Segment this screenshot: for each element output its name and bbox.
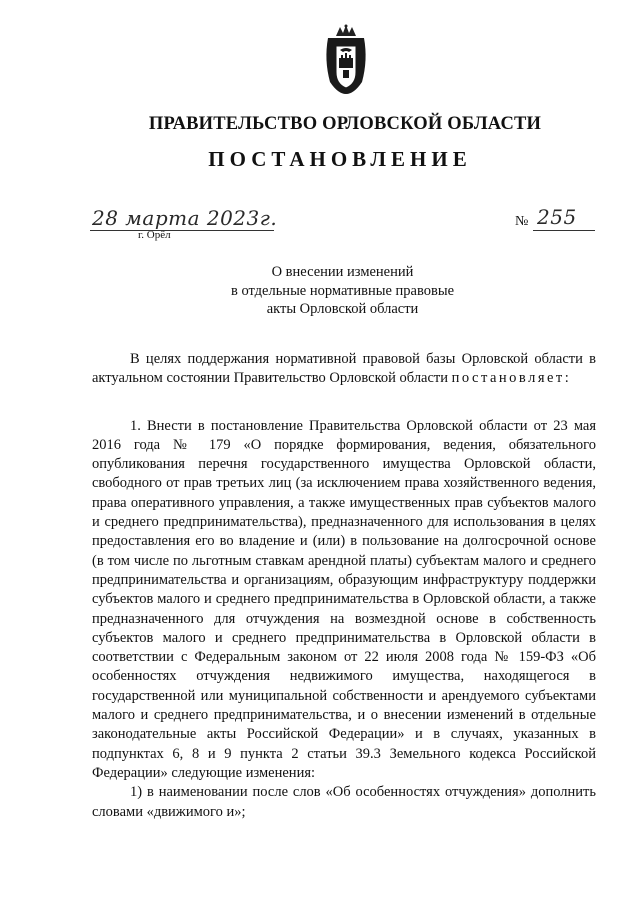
document-number: 255	[537, 205, 577, 229]
document-date: 28 марта 2023г.	[92, 206, 278, 230]
preamble-paragraph	[92, 350, 596, 389]
item-1-1-paragraph: 1) в наименовании после слов «Об особенностях отчуждения» дополнить словами «движимого и»;	[92, 784, 596, 820]
subject-line: в отдельные нормативные правовые	[230, 282, 455, 299]
document-type-title: ПОСТАНОВЛЕНИЕ	[208, 147, 472, 171]
preamble-text: В целях поддержания нормативной правовой базы Орловской области в актуальном состоянии Правительство Орловской области	[92, 351, 596, 387]
document-city: г. Орёл	[138, 229, 171, 241]
item-1-paragraph: 1. Внести в постановление Правительства Орловской области от 23 мая 2016 года № 179 «О порядке формирования, ведения, обязательного опубликования перечня государственного имущества Орловской области, свободного от прав третьих лиц (за исключением права хозяйственного ведения, права оперативного управления, а также имущественных прав субъектов малого и среднего предпринимательства), предназначенного для использования в целях предоставления его во владение и (или) в пользование на долгосрочной основе (в том числе по льготным ставкам арендной платы) субъектам малого и среднего предпринимательства и организациям, образующим инфраструктуру поддержки субъектов малого и среднего предпринимательства в Орловской области, а также предназначенного для отчуждения на возмездной основе в собственность субъектов малого и среднего предпринимательства в Орловской области в соответствии с Федеральным законом от 22 июля 2008 года № 159-ФЗ «Об особенностях отчуждения недвижимого имущества, находящегося в государственной или муниципальной собственности и арендуемого субъектами малого и среднего предпринимательства, и о внесении изменений в отдельные законодательные акты Российской Федерации» и в случаях, указанных в подпунктах 6, 8 и 9 пункта 2 статьи 39.3 Земельного кодекса Российской Федерации» следующие изменения:	[92, 417, 596, 781]
subject-line: акты Орловской области	[266, 301, 419, 317]
document-body	[92, 350, 596, 822]
number-underline	[533, 230, 595, 231]
organization-title: ПРАВИТЕЛЬСТВО ОРЛОВСКОЙ ОБЛАСТИ	[148, 114, 542, 134]
number-sign: №	[515, 214, 529, 229]
subject-line: О внесении изменений	[271, 264, 414, 280]
resolves-word: постановляет:	[451, 370, 572, 387]
date-underline	[90, 230, 274, 231]
coat-of-arms-icon	[322, 24, 370, 96]
document-subject	[0, 263, 635, 319]
